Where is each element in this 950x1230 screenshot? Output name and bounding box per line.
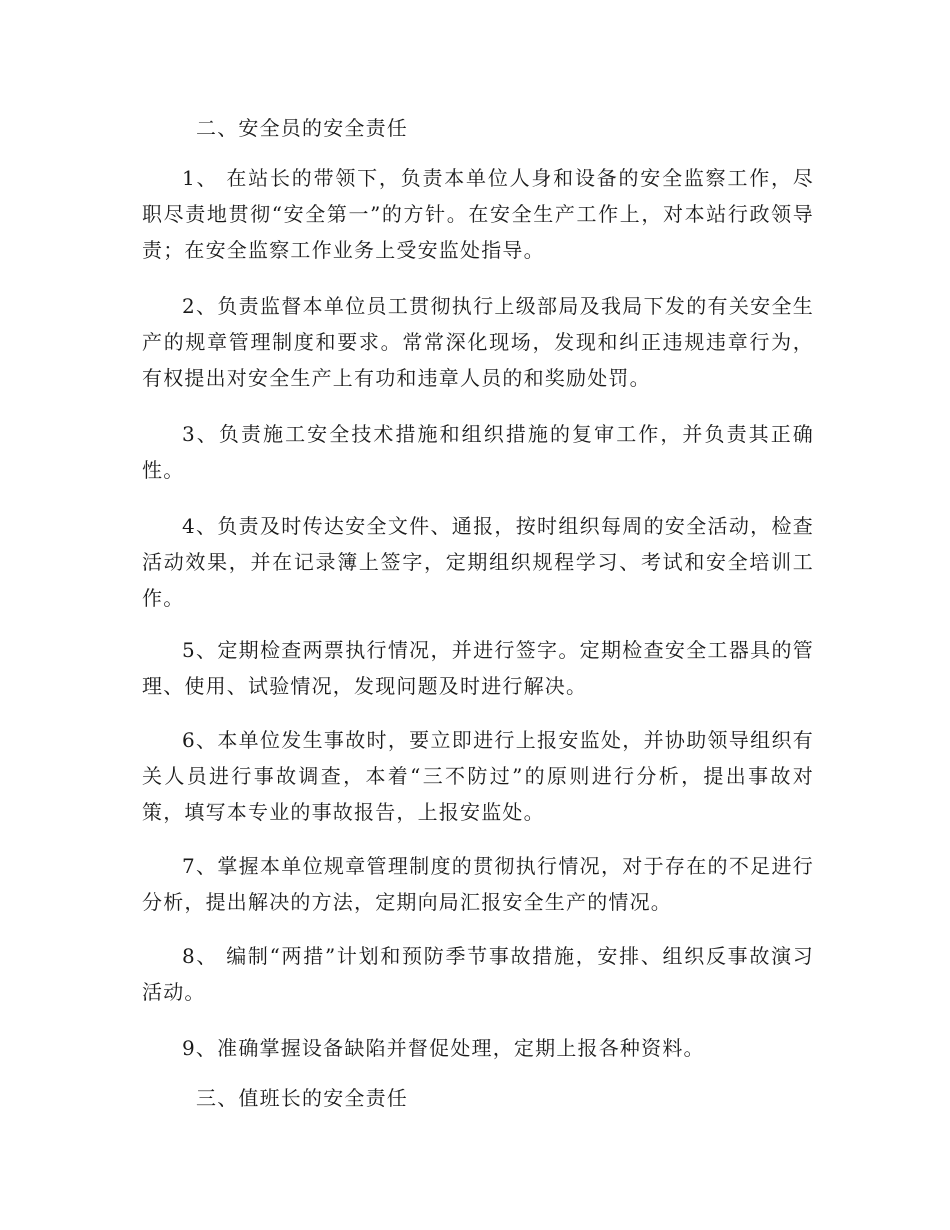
paragraph-item-7: 7、掌握本单位规章管理制度的贯彻执行情况，对于存在的不足进行分析，提出解决的方法，定期向局汇报安全生产的情况。 bbox=[142, 854, 814, 914]
paragraph-item-8: 8、 编制“两措”计划和预防季节事故措施，安排、组织反事故演习活动。 bbox=[142, 944, 814, 1004]
paragraph-item-4: 4、负责及时传达安全文件、通报，按时组织每周的安全活动，检查活动效果，并在记录簿上签字，定期组织规程学习、考试和安全培训工作。 bbox=[142, 514, 814, 610]
paragraph-item-6: 6、本单位发生事故时，要立即进行上报安监处，并协助领导组织有关人员进行事故调查，本着“三不防过”的原则进行分析，提出事故对策，填写本专业的事故报告，上报安监处。 bbox=[142, 728, 814, 824]
section-heading-safety-officer: 二、安全员的安全责任 bbox=[196, 116, 408, 140]
paragraph-item-1: 1、 在站长的带领下，负责本单位人身和设备的安全监察工作，尽职尽责地贯彻“安全第一”的方针。在安全生产工作上，对本站行政领导责；在安全监察工作业务上受安监处指导。 bbox=[142, 166, 814, 262]
paragraph-item-2: 2、负责监督本单位员工贯彻执行上级部局及我局下发的有关安全生产的规章管理制度和要求。常常深化现场，发现和纠正违规违章行为，有权提出对安全生产上有功和违章人员的和奖励处罚。 bbox=[142, 294, 814, 390]
paragraph-item-9: 9、准确掌握设备缺陷并督促处理，定期上报各种资料。 bbox=[182, 1036, 705, 1060]
section-heading-shift-leader: 三、值班长的安全责任 bbox=[196, 1086, 408, 1110]
paragraph-item-5: 5、定期检查两票执行情况，并进行签字。定期检查安全工器具的管理、使用、试验情况，发现问题及时进行解决。 bbox=[142, 638, 814, 698]
paragraph-item-3: 3、负责施工安全技术措施和组织措施的复审工作，并负责其正确性。 bbox=[142, 422, 814, 482]
